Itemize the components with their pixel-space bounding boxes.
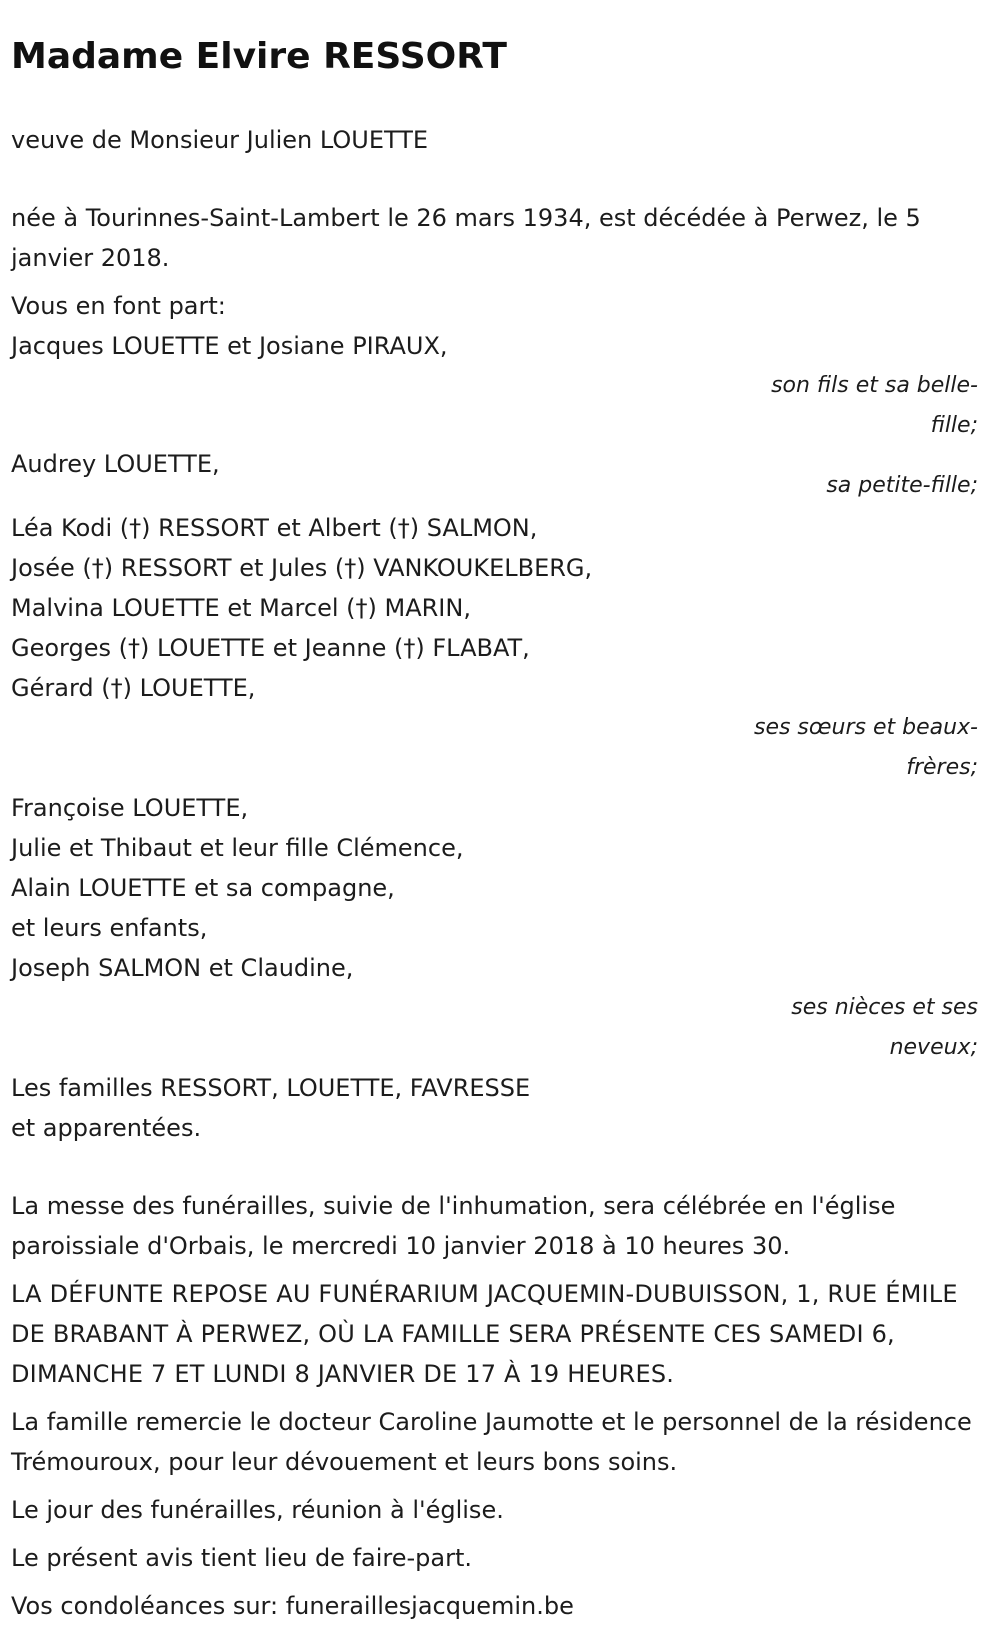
name-line: Georges (†) LOUETTE et Jeanne (†) FLABAT, [11,634,530,662]
families-line [11,1068,978,1148]
family-group-son [11,326,978,446]
widow-of: veuve de Monsieur Julien LOUETTE [11,126,429,154]
announce-intro: Vous en font part: [11,292,226,320]
thanks-info: La famille remercie le docteur Caroline Jaumotte et le personnel de la résidence Trémouroux, pour leur dévouement et leurs bons soins. [11,1408,972,1476]
meeting-info: Le jour des funérailles, réunion à l'église. [11,1496,504,1524]
name-line: et apparentées. [11,1114,202,1142]
condolences-info: Vos condoléances sur: funeraillesjacquemin.be [11,1592,574,1620]
name-line: Josée (†) RESSORT et Jules (†) VANKOUKELBERG, [11,554,593,582]
name-line: Malvina LOUETTE et Marcel (†) MARIN, [11,594,471,622]
name-line: Les familles RESSORT, LOUETTE, FAVRESSE [11,1074,531,1102]
name-line: Léa Kodi (†) RESSORT et Albert (†) SALMON, [11,514,538,542]
birth-death: née à Tourinnes-Saint-Lambert le 26 mars 1934, est décédée à Perwez, le 5 janvier 2018. [11,204,921,272]
relation-label: ses sœurs et beaux-frères; [753,715,978,780]
name-line: Gérard (†) LOUETTE, [11,674,256,702]
relation-label: ses nièces et ses neveux; [791,995,978,1060]
name-line: et leurs enfants, [11,914,208,942]
name-line: Alain LOUETTE et sa compagne, [11,874,395,902]
name-line: Audrey LOUETTE, [11,450,220,478]
name-line: Jacques LOUETTE et Josiane PIRAUX, [11,332,448,360]
family-group-siblings [11,508,978,788]
name-line: Françoise LOUETTE, [11,794,249,822]
page-title: Madame Elvire RESSORT [11,36,507,77]
mass-info: La messe des funérailles, suivie de l'inhumation, sera célébrée en l'église paroissiale d'Orbais, le mercredi 10 janvier 2018 à 10 heures 30. [11,1192,896,1260]
name-line: Julie et Thibaut et leur fille Clémence, [11,834,464,862]
family-group-granddaughter [11,444,978,506]
notice-info: Le présent avis tient lieu de faire-part. [11,1544,473,1572]
family-group-nieces-nephews [11,788,978,1068]
relation-label: son fils et sa belle-fille; [771,373,978,438]
rest-info: LA DÉFUNTE REPOSE AU FUNÉRARIUM JACQUEMIN-DUBUISSON, 1, RUE ÉMILE DE BRABANT À PERWEZ, OÙ LA FAMILLE SERA PRÉSENTE CES SAMEDI 6, DIMANCHE 7 ET LUNDI 8 JANVIER DE 17 À 19 HEURES. [11,1280,958,1388]
name-line: Joseph SALMON et Claudine, [11,954,354,982]
relation-label: sa petite-fille; [826,473,978,498]
